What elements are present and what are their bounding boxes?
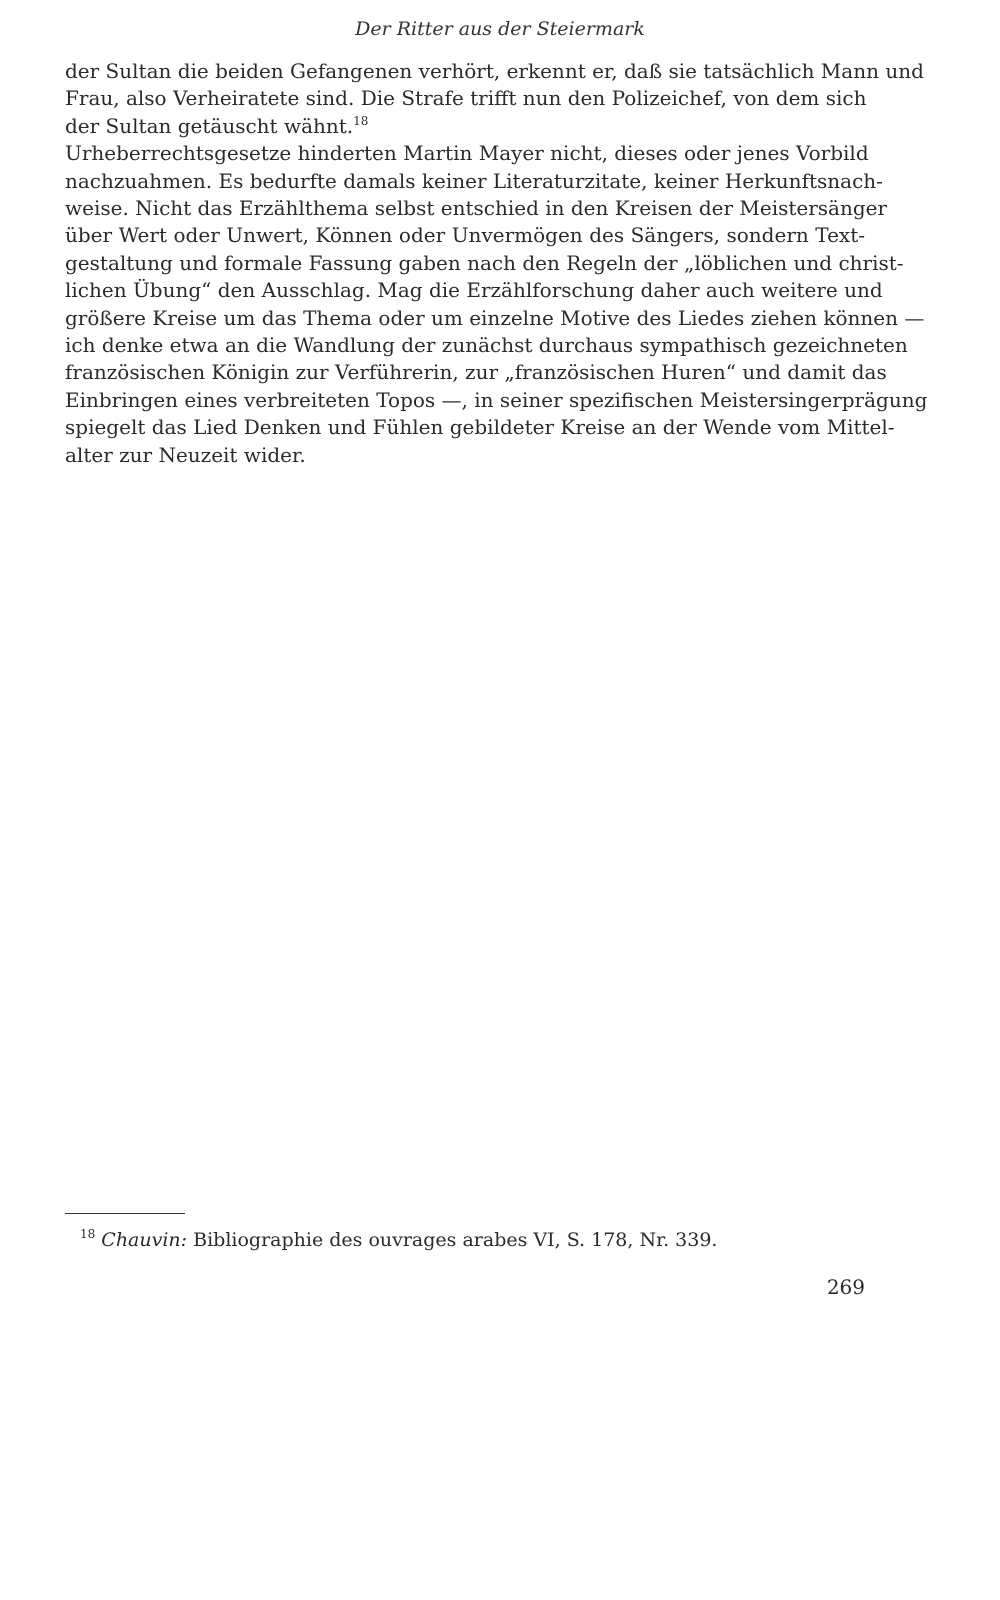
text-line: größere Kreise um das Thema oder um einzelne Motive des Liedes ziehen können — xyxy=(65,305,925,330)
text-line: ich denke etwa an die Wandlung der zunächst durchaus sympathisch gezeichneten xyxy=(65,333,908,358)
text-line: spiegelt das Lied Denken und Fühlen gebildeter Kreise an der Wende vom Mittel- xyxy=(65,415,895,440)
text-line: Urheberrechtsgesetze hinderten Martin Mayer nicht, dieses oder jenes Vorbild xyxy=(65,141,869,166)
text-line xyxy=(65,113,865,140)
text-line: nachzuahmen. Es bedurfte damals keiner Literaturzitate, keiner Herkunftsnach- xyxy=(65,168,883,193)
text-line: der Sultan die beiden Gefangenen verhört, erkennt er, daß sie tatsächlich Mann und xyxy=(65,59,924,83)
text-line: Frau, also Verheiratete sind. Die Strafe trifft nun den Polizeichef, von dem sich xyxy=(65,86,867,111)
text-line: französischen Königin zur Verführerin, zur „französischen Huren“ und damit das xyxy=(65,360,887,385)
footnote-author: Chauvin: xyxy=(101,1229,188,1251)
text-line: weise. Nicht das Erzählthema selbst entschied in den Kreisen der Meistersänger xyxy=(65,196,888,221)
running-head: Der Ritter aus der Steiermark xyxy=(355,18,645,40)
text-line: Einbringen eines verbreiteten Topos —, in seiner spezifischen Meistersingerprägung xyxy=(65,387,928,412)
text-line: alter zur Neuzeit wider. xyxy=(65,442,306,467)
text-line-content: der Sultan getäuscht wähnt. xyxy=(65,113,354,138)
footnote-text: Bibliographie des ouvrages arabes VI, S. 178, Nr. 339. xyxy=(187,1229,718,1251)
footnote xyxy=(80,1221,717,1253)
text-line: gestaltung und formale Fassung gaben nach den Regeln der „löblichen und christ- xyxy=(65,250,904,275)
body-text xyxy=(65,58,928,469)
text-line: über Wert oder Unwert, Können oder Unvermögen des Sängers, sondern Text- xyxy=(65,223,865,248)
page-number: 269 xyxy=(826,1275,865,1299)
footnote-marker: 18 xyxy=(353,113,369,128)
footnote-divider xyxy=(65,1213,185,1214)
footnote-number: 18 xyxy=(80,1227,96,1241)
text-line: lichen Übung“ den Ausschlag. Mag die Erzählforschung daher auch weitere und xyxy=(65,278,883,303)
